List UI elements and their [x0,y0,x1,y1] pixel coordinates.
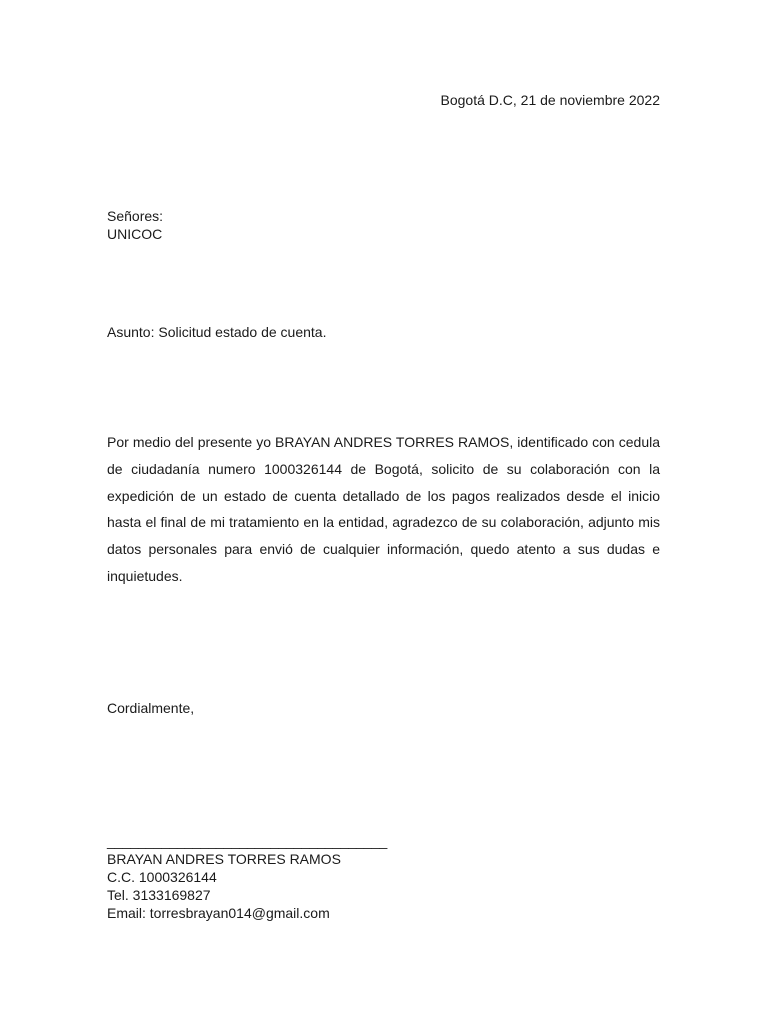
date-line: Bogotá D.C, 21 de noviembre 2022 [440,92,660,108]
subject-line: Asunto: Solicitud estado de cuenta. [107,324,327,340]
letter-body: Por medio del presente yo BRAYAN ANDRES TORRES RAMOS, identificado con cedula de ciudadanía numero 1000326144 de Bogotá, solicito de su colaboración con la expedición de un estado de cuenta detallado de los pagos realizados desde el inicio hasta el final de mi tratamiento en la entidad, agradezco de su colaboración, adjunto mis datos personales para envió de cualquier información, quedo atento a sus dudas e inquietudes. [107,434,660,584]
recipient-block [107,207,163,243]
signature-block [107,832,387,922]
signature-rule: ____________________________________ [107,833,388,849]
recipient-organization: UNICOC [107,226,163,242]
closing-line: Cordialmente, [107,700,195,716]
signature-email: Email: torresbrayan014@gmail.com [107,905,330,921]
recipient-salutation: Señores: [107,208,164,224]
signature-name: BRAYAN ANDRES TORRES RAMOS [107,851,341,867]
signature-id: C.C. 1000326144 [107,869,217,885]
signature-phone: Tel. 3133169827 [107,887,211,903]
